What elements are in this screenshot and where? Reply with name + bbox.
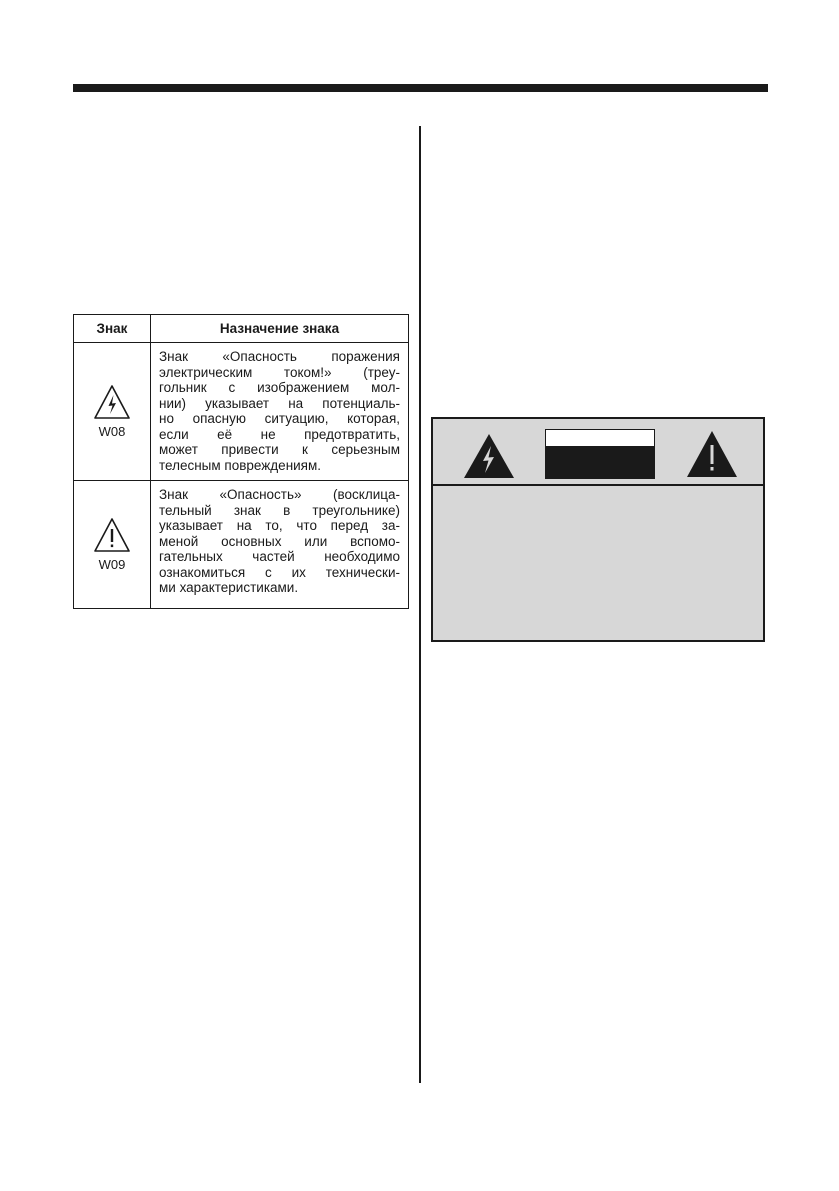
description-line: ознакомиться с их технически- <box>159 564 400 580</box>
warning-plate <box>545 429 655 479</box>
description-line: может привести к серьезным <box>159 442 400 457</box>
sign-table <box>73 314 409 609</box>
header-purpose: Назначение знака <box>151 315 409 343</box>
description-line: Знак «Опасность поражения <box>159 349 400 364</box>
description-line: если её не предотвратить, <box>159 426 400 442</box>
warning-plate-strip <box>546 430 654 447</box>
description-line: ми характеристиками. <box>159 580 299 595</box>
exclamation-triangle-icon <box>686 430 738 478</box>
description-line: тельный знак в треугольнике) <box>159 502 400 518</box>
sign-cell <box>74 343 151 481</box>
sign-description <box>151 343 409 481</box>
description-line: телесным повреждениям. <box>159 457 322 473</box>
header-rule <box>73 84 768 92</box>
warning-label <box>431 417 765 642</box>
header-sign: Знак <box>74 315 151 343</box>
description-line: меной основных или вспомо- <box>159 533 400 549</box>
table-row <box>74 481 409 609</box>
description-line: Знак «Опасность» (восклица- <box>159 487 400 502</box>
table-row <box>74 343 409 481</box>
description-line: гольник с изображением мол- <box>159 380 400 395</box>
sign-cell <box>74 481 151 609</box>
description-line: гательных частей необходимо <box>159 549 400 564</box>
column-divider <box>419 126 421 1083</box>
description-line: электрическим током!» (треу- <box>159 364 400 380</box>
description-line: нии) указывает на потенциаль- <box>159 395 400 411</box>
table-header-row <box>74 315 409 343</box>
description-line: но опасную ситуацию, которая, <box>159 411 400 426</box>
sign-code: W08 <box>98 424 126 439</box>
sign-description <box>151 481 409 609</box>
lightning-triangle-icon <box>463 433 515 479</box>
sign-code: W09 <box>98 557 126 572</box>
lightning-warning-icon <box>93 384 131 420</box>
warning-label-header <box>433 419 763 486</box>
exclamation-warning-icon <box>93 517 131 553</box>
description-line: указывает на то, что перед за- <box>159 518 400 533</box>
